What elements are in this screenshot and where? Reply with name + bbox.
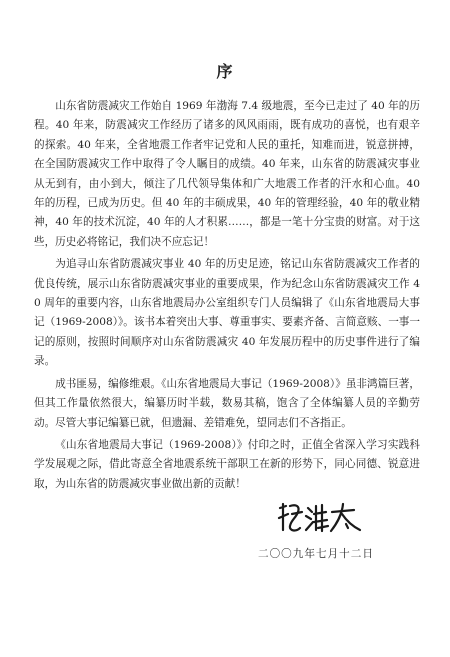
document-body — [34, 97, 420, 497]
paragraph-4: 《山东省地震局大事记（1969-2008）》付印之时，正值全省深入学习实践科学发展观之际，借此寄意全省地震系统干部职工在新的形势下，同心同德、锐意进取，为山东省的防震减灾事业做出新的贡献！ — [34, 438, 420, 490]
paragraph-2: 为追寻山东省防震减灾事业 40 年的历史足迹，铭记山东省防震减灾工作者的优良传统，展示山东省防震减灾事业的重要成果，作为纪念山东省防震减灾工作 40 周年的重要内容，山东省地震局办公室组织专门人员编辑了《山东省地震局大事记（1969-2008）》。该书本着突出大事、尊重事实、要素齐备、言简意赅、一事一记的原则，按照时间顺序对山东省防震减灾 40 年发展历程中的历史事件进行了编录。 — [34, 258, 420, 368]
paragraph-3: 成书匪易，编修维艰。《山东省地震局大事记（1969-2008）》虽非鸿篇巨著，但其工作量依然很大，编纂历时半载，数易其稿，饱含了全体编纂人员的辛勤劳动。尽管大事记编纂已就，但遗漏、差错难免，望同志们不吝指正。 — [34, 377, 420, 429]
handwritten-signature — [276, 500, 362, 536]
paragraph-1: 山东省防震减灾工作始自 1969 年渤海 7.4 级地震，至今已走过了 40 年的历程。40 年来，防震减灾工作经历了诸多的风风雨雨，既有成功的喜悦，也有艰辛的探索。40 年来，全省地震工作者牢记党和人民的重托，知难而进，锐意拼搏，在全国防震减灾工作中取得了令人瞩目的成绩。40 年来，山东省的防震减灾事业从无到有，由小到大，倾注了几代领导集体和广大地震工作者的汗水和心血。40 年的历程，已成为历史。但 40 年的丰硕成果，40 年的管理经验，40 年的敬业精神，40 年的技术沉淀，40 年的人才积累……，都是一笔十分宝贵的财富。对于这些，历史必将铭记，我们决不应忘记！ — [34, 100, 420, 248]
document-date: 二〇〇九年七月十二日 — [258, 548, 374, 560]
document-title: 序 — [216, 62, 234, 81]
